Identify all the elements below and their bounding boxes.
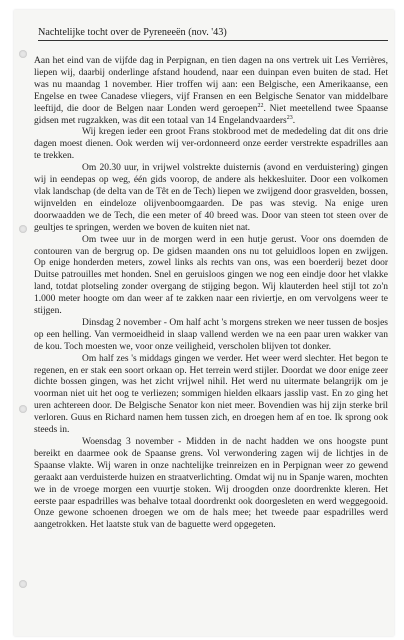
punch-hole: [19, 580, 27, 588]
footnote-marker: 23: [286, 114, 293, 121]
paragraph-text: Aan het eind van de vijfde dag in Perpignan, en tien dagen na ons vertrek uit Les Verrières, liepen wij, daarbij onderlinge afstand houdend, naar een duinpan even buiten de stad. Het was nu maandag 1 november. Hier troffen wij aan: een Belgische, een Amerikaanse, een Engelse en twee Canadese vliegers, vijf Fransen en een Belgische Senator van middelbare leeftijd, die door de Belgen naar Londen werd geroepen: [34, 56, 388, 114]
paragraph: Woensdag 3 november - Midden in de nacht hadden we ons hoogste punt bereikt en daarmee ook de Spaanse grens. Vol verwondering zagen wij de lichtjes in de Spaanse vlakte. Wij waren in onze nachtelijke treinreizen en in Perpignan weer zo gewend geraakt aan verduisterde huizen en straatverlichting. Omdat wij nu in Spanje waren, mochten we in de vroege morgen een vuurtje stoken. Wij droogden onze doordrenkte kleren. Het eerste paar espadrilles was behalve totaal doordrenkt ook doorgesleten en werd weggegooid. Onze gewone schoenen droegen we om de hals mee; het tweede paar espadrilles werd aangetrokken. Het laatste stuk van de baguette werd opgegeten.: [34, 437, 389, 531]
paragraph: Wij kregen ieder een groot Frans stokbrood met de mededeling dat dit ons drie dagen moest dienen. Ook werden wij ver-ordonneerd onze eerder verstrekte espadrilles aan te trekken.: [34, 127, 388, 162]
footnote-marker: 22: [257, 102, 264, 109]
paragraph: Om half zes 's middags gingen we verder. Het weer werd slechter. Het begon te regenen, en er stak een soort orkaan op. Het terrein werd stijler. Doordat we door enige zeer dichte bossen gingen, was het zicht vrijwel nihil. Het werd nu uitermate belangrijk om je voorman niet uit het oog te verliezen; sommigen hielden elkaars jasslip vast. En zo ging het uren achtereen door. De Belgische Senator kon niet meer. Bovendien was hij zijn sterke bril verloren. Guus en Richard namen hem tussen zich, en droegen hem af en toe. Ik sprong ook steeds in.: [34, 353, 388, 436]
document-body: [34, 56, 388, 532]
paragraph: Om 20.30 uur, in vrijwel volstrekte duisternis (avond en verduistering) gingen wij in eendepas op weg, één gids voorop, de andere als hekkesluiter. Door een volkomen vlak landschap (de delta van de Têt en de Tech) liepen we zwijgend door grasvelden, bossen, wijnvelden en eindeloze olijvenboomgaarden. De pas was stevig. Na enige uren doorwaadden we de Tech, die een meter of 40 breed was. Door van steen tot steen over de geultjes te springen, werden we boven de kuiten niet nat.: [34, 163, 388, 233]
paragraph: Om twee uur in de morgen werd in een hutje gerust. Voor ons doemden de contouren van de bergrug op. De gidsen maanden ons nu tot geluidloos lopen en zwijgen. Op enige honderden meters, zowel links als rechts van ons, was een boerderij bezet door Duitse patrouilles met honden. Snel en geruisloos gingen we nog een eindje door het vlakke land, totdat plotseling zonder overgang de stijging begon. Wij klauterden heel stijl tot zo'n 1.000 meter hoogte om dan weer af te zakken naar een riviertje, en om vervolgens weer te stijgen.: [34, 234, 388, 317]
paragraph-text: . Niet meetellend twee Spaanse gidsen met rugzakken, was dit een totaal van 14 Engelandvaarders: [34, 103, 388, 126]
punch-hole: [19, 405, 27, 413]
paragraph: [34, 56, 388, 127]
paragraph-text: .: [292, 115, 296, 126]
punch-hole: [19, 50, 27, 58]
paragraph: Dinsdag 2 november - Om half acht 's morgens streken we neer tussen de bosjes op een helling. Van vermoeidheid in slaap vallend werden we na een paar uren wakker van de kou. Toch moesten we, voor onze veiligheid, verscholen blijven tot donker.: [34, 317, 388, 352]
page-header: Nachtelijke tocht over de Pyreneeën (nov. '43): [38, 27, 388, 41]
punch-hole: [19, 225, 27, 233]
